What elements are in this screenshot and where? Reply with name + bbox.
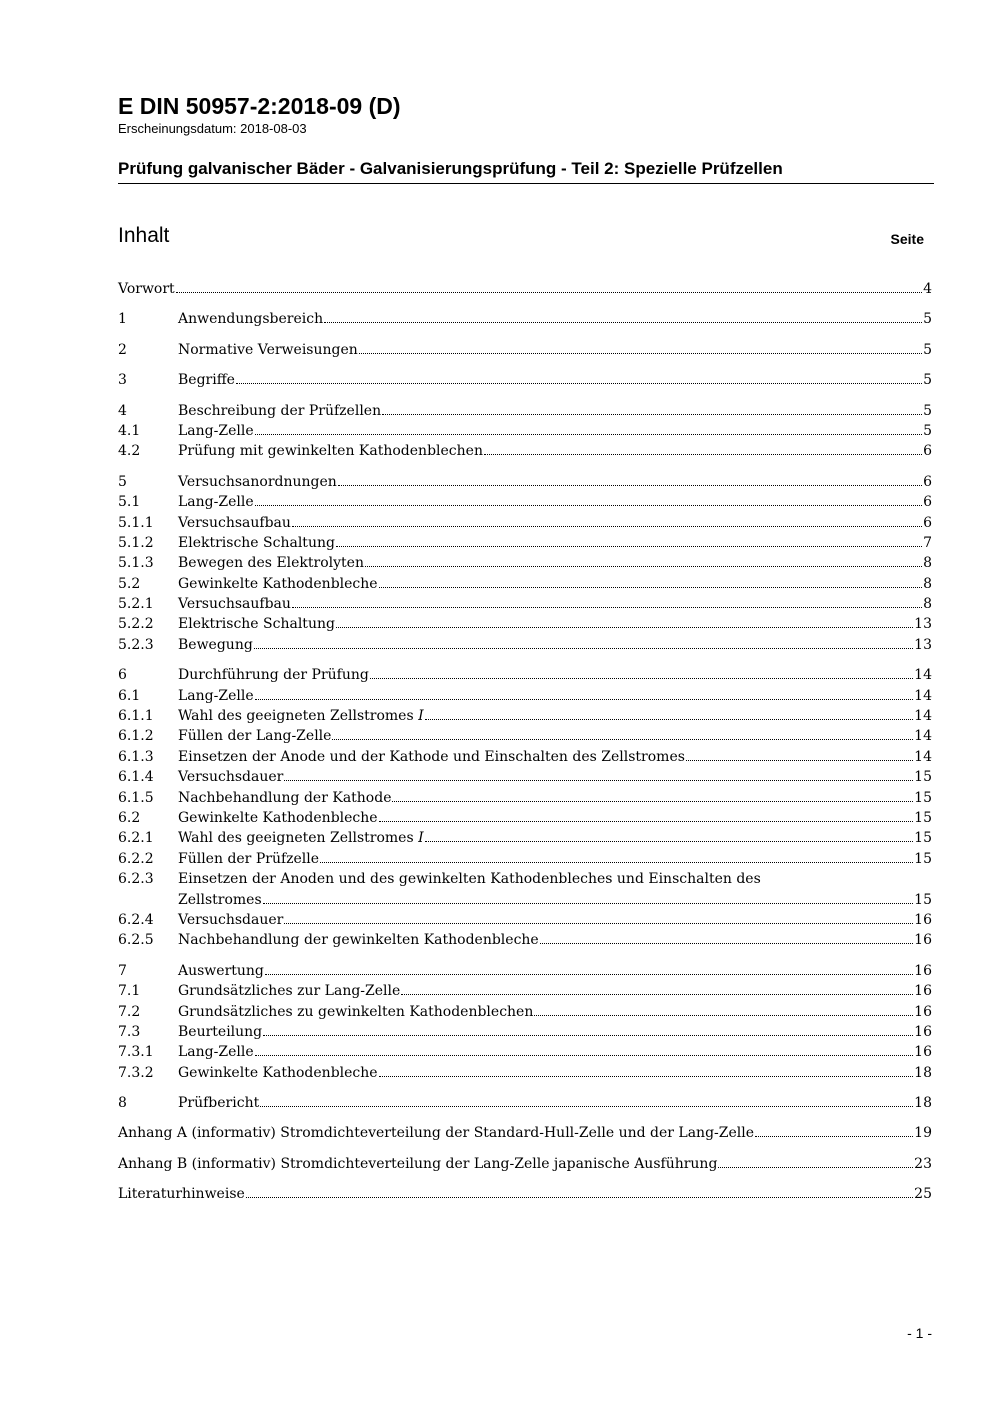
toc-entry-title: Lang-Zelle	[178, 687, 254, 704]
toc-entry-page: 18	[914, 1064, 932, 1081]
toc-dot-leader	[382, 410, 922, 415]
toc-entry-page: 15	[914, 809, 932, 826]
toc-entry-page: 8	[923, 575, 932, 592]
toc-dot-leader	[540, 939, 913, 944]
toc-entry[interactable]	[118, 961, 932, 981]
toc-entry[interactable]	[118, 1184, 932, 1204]
toc-entry-page: 14	[914, 667, 932, 684]
toc-entry-title: Prüfbericht	[178, 1095, 260, 1112]
toc-entry[interactable]	[118, 472, 932, 492]
toc-entry-title: Gewinkelte Kathodenbleche	[178, 575, 378, 592]
toc-entry-title-continuation-line	[178, 890, 932, 910]
toc-entry-title: Normative Verweisungen	[178, 341, 358, 358]
toc-dot-leader	[401, 990, 913, 995]
toc-entry-title: Elektrische Schaltung	[178, 534, 335, 551]
toc-entry[interactable]	[118, 1063, 932, 1083]
toc-entry-title: Grundsätzliches zur Lang-Zelle	[178, 983, 401, 1000]
toc-dot-leader	[425, 837, 914, 842]
toc-entry-title: Bewegung	[178, 636, 253, 653]
toc-entry-number: 2	[118, 341, 127, 358]
toc-heading: Inhalt	[118, 224, 170, 247]
toc-entry-title: Prüfung mit gewinkelten Kathodenblechen	[178, 443, 483, 460]
toc-entry[interactable]	[118, 401, 932, 421]
toc-entry-title-continuation: Zellstromes	[178, 891, 262, 908]
toc-entry-page: 6	[923, 473, 932, 490]
toc-entry-title: Versuchsaufbau	[178, 514, 291, 531]
toc-entry-title: Versuchsdauer	[178, 769, 284, 786]
toc-entry[interactable]	[118, 869, 932, 910]
toc-dot-leader	[255, 1051, 914, 1056]
toc-entry-symbol: I	[418, 708, 424, 725]
toc-entry-number: 7.2	[118, 1003, 141, 1020]
toc-entry-page: 13	[914, 636, 932, 653]
toc-entry[interactable]	[118, 421, 932, 441]
toc-entry-number: 6.1.4	[118, 769, 154, 786]
toc-entry-title: Anwendungsbereich	[178, 311, 324, 328]
toc-entry[interactable]	[118, 1002, 932, 1022]
toc-entry-number: 6.2	[118, 809, 141, 826]
toc-entry-number: 6.2.5	[118, 932, 154, 949]
toc-entry-number: 7.3.1	[118, 1044, 154, 1061]
toc-entry[interactable]	[118, 747, 932, 767]
toc-entry[interactable]	[118, 279, 932, 299]
toc-entry-title: Lang-Zelle	[178, 422, 254, 439]
toc-entry-number: 1	[118, 311, 127, 328]
toc-entry-title: Beschreibung der Prüfzellen	[178, 402, 382, 419]
toc-entry-page: 5	[923, 341, 932, 358]
toc-entry-number: 5	[118, 473, 127, 490]
toc-entry-number: 7.3	[118, 1023, 141, 1040]
toc-entry-number: 6	[118, 667, 127, 684]
toc-entry-title: Wahl des geeigneten Zellstromes I	[178, 708, 424, 725]
toc-entry-title: Füllen der Lang-Zelle	[178, 728, 332, 745]
toc-entry-number: 7	[118, 962, 127, 979]
toc-entry[interactable]	[118, 594, 932, 614]
toc-entry-page: 5	[923, 422, 932, 439]
toc-entry-page: 16	[914, 1023, 932, 1040]
toc-entry[interactable]	[118, 981, 932, 1001]
toc-entry-title: Gewinkelte Kathodenbleche	[178, 809, 378, 826]
toc-entry-number: 6.2.1	[118, 830, 154, 847]
toc-dot-leader	[534, 1011, 913, 1016]
toc-entry-page: 14	[914, 708, 932, 725]
toc-dot-leader	[265, 970, 913, 975]
toc-dot-leader	[379, 817, 914, 822]
toc-entry-title: Gewinkelte Kathodenbleche	[178, 1064, 378, 1081]
toc-entry-page: 13	[914, 616, 932, 633]
toc-entry-title: Auswertung	[178, 962, 264, 979]
toc-dot-leader	[255, 430, 922, 435]
toc-entry-number: 6.2.4	[118, 911, 154, 928]
toc-entry-title: Grundsätzliches zu gewinkelten Kathodenblechen	[178, 1003, 534, 1020]
toc-dot-leader	[425, 715, 914, 720]
toc-entry-title: Anhang B (informativ) Stromdichteverteilung der Lang-Zelle japanische Ausführung	[118, 1155, 718, 1172]
toc-dot-leader	[284, 919, 913, 924]
toc-entry-number: 5.1.3	[118, 555, 154, 572]
toc-entry-page: 25	[914, 1186, 932, 1203]
toc-dot-leader	[336, 542, 922, 547]
toc-entry[interactable]	[118, 808, 932, 828]
toc-entry-number: 5.1.2	[118, 534, 154, 551]
toc-entry-title: Versuchsanordnungen	[178, 473, 337, 490]
toc-entry-page: 16	[914, 1044, 932, 1061]
toc-entry-number: 5.2.1	[118, 596, 154, 613]
toc-dot-leader	[254, 644, 913, 649]
toc-entry-page: 16	[914, 962, 932, 979]
toc-entry[interactable]	[118, 1093, 932, 1113]
toc-dot-leader	[246, 1193, 913, 1198]
toc-entry-title: Anhang A (informativ) Stromdichteverteilung der Standard-Hull-Zelle und der Lang-Zelle	[118, 1125, 755, 1142]
toc-entry-title: Literaturhinweise	[118, 1186, 245, 1203]
toc-entry-number: 4.2	[118, 443, 141, 460]
toc-dot-leader	[292, 522, 922, 527]
toc-entry-page: 5	[923, 402, 932, 419]
toc-entry-number: 7.3.2	[118, 1064, 154, 1081]
toc-entry[interactable]	[118, 574, 932, 594]
toc-dot-leader	[176, 288, 922, 293]
toc-entry-page: 8	[923, 596, 932, 613]
toc-entry-title: Wahl des geeigneten Zellstromes I	[178, 830, 424, 847]
toc-entry[interactable]	[118, 635, 932, 655]
toc-dot-leader	[686, 756, 913, 761]
toc-entry-title: Versuchsaufbau	[178, 596, 291, 613]
toc-entry[interactable]	[118, 492, 932, 512]
toc-entry-number: 4	[118, 402, 127, 419]
toc-dot-leader	[255, 501, 922, 506]
toc-entry[interactable]	[118, 930, 932, 950]
toc-entry[interactable]	[118, 849, 932, 869]
toc-entry-title: Vorwort	[118, 281, 175, 297]
toc-entry-title: Elektrische Schaltung	[178, 616, 335, 633]
toc-entry-title: Versuchsdauer	[178, 911, 284, 928]
toc-dot-leader	[336, 623, 913, 628]
toc-entry[interactable]	[118, 767, 932, 787]
toc-entry-number: 5.1.1	[118, 514, 154, 531]
toc-dot-leader	[263, 1031, 913, 1036]
toc-dot-leader	[284, 776, 913, 781]
toc-entry-page: 15	[914, 891, 932, 908]
page-number: - 1 -	[907, 1325, 932, 1341]
toc-entry-title: Durchführung der Prüfung	[178, 667, 369, 684]
toc-entry[interactable]	[118, 370, 932, 390]
publication-date: Erscheinungsdatum: 2018-08-03	[118, 121, 307, 136]
toc-entry-page: 23	[914, 1155, 932, 1172]
toc-entry-page: 6	[923, 494, 932, 511]
toc-entry-page: 18	[914, 1095, 932, 1112]
toc-entry[interactable]	[118, 788, 932, 808]
toc-dot-leader	[338, 481, 922, 486]
toc-entry-page: 19	[914, 1125, 932, 1142]
toc-entry-page: 4	[923, 281, 932, 297]
toc-entry-title: Lang-Zelle	[178, 1044, 254, 1061]
toc-entry-title: Einsetzen der Anode und der Kathode und Einschalten des Zellstromes	[178, 748, 685, 765]
toc-entry[interactable]	[118, 828, 932, 848]
document-id: E DIN 50957-2:2018-09 (D)	[118, 93, 401, 119]
toc-dot-leader	[365, 562, 922, 567]
toc-dot-leader	[320, 858, 913, 863]
toc-dot-leader	[359, 349, 922, 354]
toc-entry-page: 5	[923, 311, 932, 328]
toc-entry-page: 5	[923, 372, 932, 389]
toc-entry-number: 6.1.2	[118, 728, 154, 745]
toc-entry[interactable]	[118, 910, 932, 930]
toc-entry-page: 15	[914, 789, 932, 806]
toc-entry[interactable]	[118, 1022, 932, 1042]
toc-entry-page: 16	[914, 1003, 932, 1020]
toc-entry-page: 16	[914, 911, 932, 928]
toc-entry[interactable]	[118, 533, 932, 553]
toc-entry-number: 5.2	[118, 575, 141, 592]
toc-entry[interactable]	[118, 441, 932, 461]
toc-entry[interactable]	[118, 686, 932, 706]
toc-entry[interactable]	[118, 553, 932, 573]
toc-entry[interactable]	[118, 665, 932, 685]
toc-entry-number: 8	[118, 1095, 127, 1112]
toc-entry-title: Nachbehandlung der gewinkelten Kathodenbleche	[178, 932, 539, 949]
toc-entry-number: 4.1	[118, 422, 141, 439]
toc-entry-page: 16	[914, 932, 932, 949]
toc-entry-number: 6.1.3	[118, 748, 154, 765]
toc-entry-title: Beurteilung	[178, 1023, 263, 1040]
toc-entry-number: 5.2.3	[118, 636, 154, 653]
toc-entry-number: 5.2.2	[118, 616, 154, 633]
toc-dot-leader	[236, 379, 922, 384]
document-title: Prüfung galvanischer Bäder - Galvanisierungsprüfung - Teil 2: Spezielle Prüfzellen	[118, 158, 934, 184]
toc-entry-number: 6.1.1	[118, 708, 154, 725]
toc-entry-number: 5.1	[118, 494, 141, 511]
toc-entry[interactable]	[118, 1154, 932, 1174]
toc-entry-title: Einsetzen der Anoden und des gewinkelten Kathodenbleches und Einschalten des	[178, 871, 761, 888]
toc-dot-leader	[260, 1102, 913, 1107]
toc-dot-leader	[292, 603, 922, 608]
toc-dot-leader	[379, 1072, 914, 1077]
toc-entry-title-block	[178, 869, 932, 910]
toc-entry[interactable]	[118, 726, 932, 746]
toc-entry-page: 15	[914, 830, 932, 847]
toc-entry[interactable]	[118, 1042, 932, 1062]
toc-entry-page: 14	[914, 728, 932, 745]
toc-entry-number: 6.2.2	[118, 850, 154, 867]
toc-entry[interactable]	[118, 309, 932, 329]
toc-entry-title: Lang-Zelle	[178, 494, 254, 511]
toc-entry-page: 14	[914, 687, 932, 704]
toc-dot-leader	[379, 583, 923, 588]
toc-dot-leader	[370, 674, 913, 679]
toc-entry-page: 8	[923, 555, 932, 572]
toc-entry-title: Begriffe	[178, 372, 235, 389]
toc-dot-leader	[255, 695, 914, 700]
toc-entry-page: 16	[914, 983, 932, 1000]
toc-entry[interactable]	[118, 513, 932, 533]
toc-entry-symbol: I	[418, 830, 424, 847]
toc-entry-page: 6	[923, 443, 932, 460]
toc-entry-title: Füllen der Prüfzelle	[178, 850, 320, 867]
toc-entry-number: 6.1	[118, 687, 141, 704]
toc-entry-page: 7	[923, 534, 932, 551]
toc-entry[interactable]	[118, 1123, 932, 1143]
toc-entry-title: Nachbehandlung der Kathode	[178, 789, 392, 806]
toc-dot-leader	[332, 735, 913, 740]
toc-entry-page: 15	[914, 850, 932, 867]
toc-dot-leader	[392, 797, 913, 802]
toc-entry-number: 3	[118, 372, 127, 389]
toc-entry-number: 6.2.3	[118, 871, 154, 888]
page-column-label: Seite	[890, 231, 924, 247]
table-of-contents	[118, 279, 932, 1205]
toc-dot-leader	[263, 899, 914, 904]
toc-entry[interactable]	[118, 614, 932, 634]
toc-entry-title: Bewegen des Elektrolyten	[178, 555, 364, 572]
toc-dot-leader	[484, 450, 922, 455]
toc-dot-leader	[718, 1163, 913, 1168]
toc-entry-page: 15	[914, 769, 932, 786]
toc-entry-number: 7.1	[118, 983, 141, 1000]
toc-dot-leader	[755, 1132, 913, 1137]
toc-entry-page: 14	[914, 748, 932, 765]
toc-dot-leader	[324, 318, 922, 323]
toc-entry[interactable]	[118, 340, 932, 360]
toc-entry-page: 6	[923, 514, 932, 531]
toc-entry-number: 6.1.5	[118, 789, 154, 806]
toc-entry[interactable]	[118, 706, 932, 726]
